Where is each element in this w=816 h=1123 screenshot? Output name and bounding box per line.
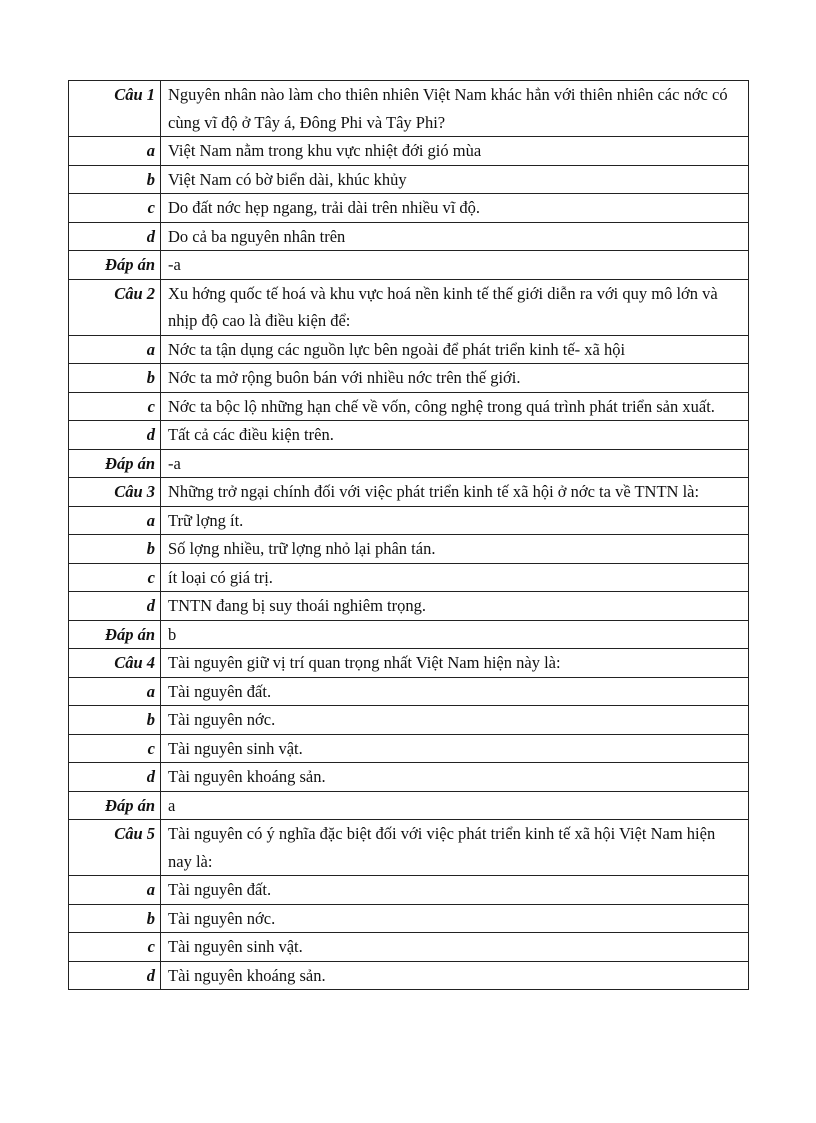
quiz-row: [69, 961, 749, 990]
quiz-row: [69, 506, 749, 535]
quiz-row: [69, 449, 749, 478]
option-text: Tài nguyên khoáng sản.: [161, 763, 749, 792]
option-label: c: [69, 933, 161, 962]
option-text: Tài nguyên sinh vật.: [161, 933, 749, 962]
option-text: Tài nguyên nớc.: [161, 904, 749, 933]
question-text: Nguyên nhân nào làm cho thiên nhiên Việt Nam khác hẳn với thiên nhiên các nớc có cùng vĩ độ ở Tây á, Đông Phi và Tây Phi?: [161, 81, 749, 137]
option-text: Tất cả các điều kiện trên.: [161, 421, 749, 450]
question-text: Những trở ngại chính đối với việc phát triển kinh tế xã hội ở nớc ta về TNTN là:: [161, 478, 749, 507]
option-text: TNTN đang bị suy thoái nghiêm trọng.: [161, 592, 749, 621]
quiz-table-body: [69, 81, 749, 990]
quiz-row: [69, 194, 749, 223]
question-label: Câu 1: [69, 81, 161, 137]
quiz-row: [69, 706, 749, 735]
option-text: Số lợng nhiều, trữ lợng nhỏ lại phân tán.: [161, 535, 749, 564]
option-label: a: [69, 677, 161, 706]
option-label: b: [69, 706, 161, 735]
option-label: a: [69, 506, 161, 535]
option-text: Do đất nớc hẹp ngang, trải dài trên nhiều vĩ độ.: [161, 194, 749, 223]
quiz-row: [69, 335, 749, 364]
quiz-row: [69, 535, 749, 564]
quiz-row: [69, 649, 749, 678]
option-label: b: [69, 165, 161, 194]
quiz-row: [69, 137, 749, 166]
quiz-row: [69, 791, 749, 820]
option-label: a: [69, 137, 161, 166]
quiz-row: [69, 165, 749, 194]
option-label: b: [69, 904, 161, 933]
option-text: Tài nguyên sinh vật.: [161, 734, 749, 763]
answer-text: a: [161, 791, 749, 820]
quiz-row: [69, 222, 749, 251]
question-label: Câu 4: [69, 649, 161, 678]
answer-label: Đáp án: [69, 449, 161, 478]
quiz-row: [69, 563, 749, 592]
quiz-row: [69, 81, 749, 137]
option-text: Việt Nam nằm trong khu vực nhiệt đới gió mùa: [161, 137, 749, 166]
option-label: d: [69, 961, 161, 990]
option-text: Tài nguyên đất.: [161, 677, 749, 706]
quiz-row: [69, 820, 749, 876]
question-text: Tài nguyên có ý nghĩa đặc biệt đối với việc phát triển kinh tế xã hội Việt Nam hiện nay là:: [161, 820, 749, 876]
quiz-row: [69, 592, 749, 621]
option-label: d: [69, 592, 161, 621]
quiz-row: [69, 933, 749, 962]
quiz-row: [69, 364, 749, 393]
option-label: a: [69, 335, 161, 364]
quiz-row: [69, 279, 749, 335]
option-text: Tài nguyên nớc.: [161, 706, 749, 735]
option-label: d: [69, 421, 161, 450]
question-text: Xu hớng quốc tế hoá và khu vực hoá nền kinh tế thế giới diễn ra với quy mô lớn và nhịp độ cao là điều kiện để:: [161, 279, 749, 335]
quiz-row: [69, 620, 749, 649]
quiz-row: [69, 734, 749, 763]
option-text: Nớc ta bộc lộ những hạn chế về vốn, công nghệ trong quá trình phát triển sản xuất.: [161, 392, 749, 421]
answer-text: -a: [161, 251, 749, 280]
option-label: c: [69, 392, 161, 421]
quiz-row: [69, 421, 749, 450]
quiz-row: [69, 677, 749, 706]
answer-text: -a: [161, 449, 749, 478]
question-text: Tài nguyên giữ vị trí quan trọng nhất Việt Nam hiện này là:: [161, 649, 749, 678]
question-label: Câu 5: [69, 820, 161, 876]
quiz-row: [69, 392, 749, 421]
option-text: Việt Nam có bờ biển dài, khúc khủy: [161, 165, 749, 194]
option-text: Tài nguyên đất.: [161, 876, 749, 905]
option-label: c: [69, 734, 161, 763]
question-label: Câu 2: [69, 279, 161, 335]
option-text: Trữ lợng ít.: [161, 506, 749, 535]
option-text: Do cả ba nguyên nhân trên: [161, 222, 749, 251]
option-label: d: [69, 763, 161, 792]
option-text: Nớc ta tận dụng các nguồn lực bên ngoài để phát triển kinh tế- xã hội: [161, 335, 749, 364]
option-text: Nớc ta mở rộng buôn bán với nhiều nớc trên thế giới.: [161, 364, 749, 393]
answer-label: Đáp án: [69, 251, 161, 280]
option-label: c: [69, 194, 161, 223]
option-label: b: [69, 535, 161, 564]
option-label: a: [69, 876, 161, 905]
option-text: Tài nguyên khoáng sản.: [161, 961, 749, 990]
question-label: Câu 3: [69, 478, 161, 507]
quiz-row: [69, 876, 749, 905]
quiz-row: [69, 763, 749, 792]
answer-label: Đáp án: [69, 791, 161, 820]
document-page: [68, 80, 749, 990]
answer-label: Đáp án: [69, 620, 161, 649]
option-label: d: [69, 222, 161, 251]
option-label: c: [69, 563, 161, 592]
quiz-row: [69, 478, 749, 507]
quiz-row: [69, 251, 749, 280]
option-text: ít loại có giá trị.: [161, 563, 749, 592]
answer-text: b: [161, 620, 749, 649]
quiz-row: [69, 904, 749, 933]
quiz-table: [68, 80, 749, 990]
option-label: b: [69, 364, 161, 393]
